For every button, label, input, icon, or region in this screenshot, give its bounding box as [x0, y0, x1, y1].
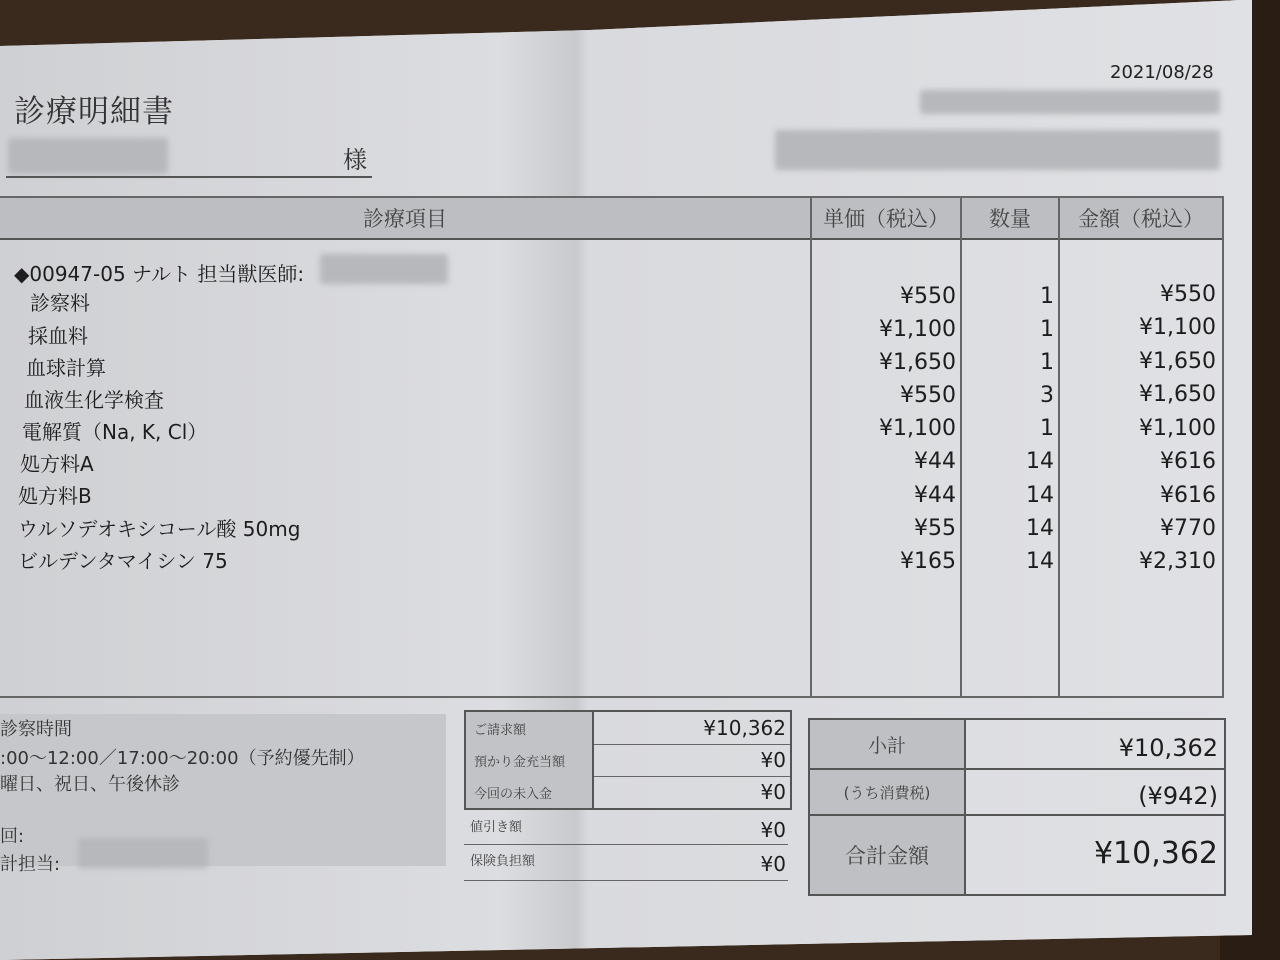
- payment-summary-box: [464, 710, 792, 810]
- clinic-address-redacted: [775, 130, 1220, 170]
- cashier-label: 計担当:: [0, 854, 61, 875]
- subtotal-label: 小計: [810, 720, 966, 770]
- table-row-amount: ¥2,310: [1139, 549, 1216, 574]
- table-row-quantity: 14: [1026, 549, 1054, 574]
- table-row-amount: ¥616: [1160, 483, 1216, 508]
- total-value: ¥10,362: [1093, 836, 1218, 871]
- totals-divider: [964, 814, 1224, 816]
- table-row-unit-price: ¥1,100: [879, 317, 956, 342]
- table-row-item: ウルソデオキシコール酸 50mg: [18, 517, 301, 541]
- table-row-item: 処方料B: [18, 484, 92, 508]
- tax-value: (¥942): [1138, 782, 1218, 810]
- table-row-unit-price: ¥55: [914, 516, 956, 541]
- discount-underline: [464, 844, 788, 845]
- unpaid-label: 今回の未入金: [466, 776, 594, 808]
- header-unit-price: 単価（税込）: [812, 198, 960, 240]
- table-row-amount: ¥616: [1160, 449, 1216, 474]
- unpaid-value: ¥0: [760, 780, 786, 804]
- honorific-label: 様: [343, 146, 367, 174]
- discount-label: 値引き額: [470, 820, 523, 835]
- billed-value: ¥10,362: [703, 716, 786, 740]
- table-row-quantity: 14: [1026, 516, 1054, 541]
- table-row-unit-price: ¥165: [900, 549, 956, 574]
- table-row-unit-price: ¥550: [900, 383, 956, 408]
- issue-date: 2021/08/28: [1110, 62, 1214, 83]
- table-row-item: 採血料: [28, 324, 88, 348]
- next-visit-label: 回:: [0, 826, 25, 847]
- insurance-label: 保険負担額: [470, 854, 536, 869]
- payment-row-unpaid: [466, 776, 790, 808]
- table-row-amount: ¥1,650: [1139, 382, 1216, 407]
- table-row-unit-price: ¥550: [900, 284, 956, 309]
- table-row-quantity: 3: [1040, 383, 1054, 408]
- payment-row-billed: [466, 712, 790, 745]
- table-row-item: 診察料: [30, 291, 90, 315]
- hours-closed: 曜日、祝日、午後休診: [0, 774, 180, 795]
- table-row-item: 血液生化学検査: [24, 388, 164, 412]
- hours-times: :00〜12:00／17:00〜20:00（予約優先制）: [0, 748, 365, 769]
- column-divider: [960, 198, 962, 696]
- table-row-item: 処方料A: [20, 452, 94, 476]
- tax-label: (うち消費税): [810, 770, 966, 816]
- table-row-unit-price: ¥44: [914, 483, 956, 508]
- name-underline: [6, 176, 372, 178]
- owner-name-redacted: [8, 138, 168, 174]
- totals-divider: [964, 768, 1224, 770]
- insurance-underline: [464, 880, 788, 881]
- deposit-label: 預かり金充当額: [466, 744, 594, 776]
- header-amount: 金額（税込）: [1060, 198, 1222, 240]
- table-row-quantity: 1: [1040, 350, 1054, 375]
- header-quantity: 数量: [962, 198, 1058, 240]
- header-item: 診療項目: [0, 198, 810, 240]
- column-divider: [810, 198, 812, 696]
- patient-line: ◆00947-05 ナルト 担当獣医師:: [14, 262, 305, 286]
- discount-value: ¥0: [760, 818, 786, 842]
- insurance-value: ¥0: [760, 852, 786, 876]
- deposit-value: ¥0: [760, 748, 786, 772]
- table-row-quantity: 1: [1040, 416, 1054, 441]
- document-title: 診療明細書: [14, 94, 174, 130]
- billed-label: ご請求額: [466, 712, 594, 744]
- cashier-name-redacted: [78, 838, 208, 868]
- column-divider: [1058, 198, 1060, 696]
- table-row-item: 血球計算: [26, 356, 106, 380]
- table-row-quantity: 14: [1026, 449, 1054, 474]
- table-row-unit-price: ¥44: [914, 449, 956, 474]
- table-row-quantity: 14: [1026, 483, 1054, 508]
- table-row-amount: ¥770: [1160, 516, 1216, 541]
- clinic-name-redacted: [920, 90, 1220, 114]
- payment-row-deposit: [466, 744, 790, 777]
- table-row-amount: ¥1,100: [1139, 315, 1216, 340]
- table-row-amount: ¥1,650: [1139, 349, 1216, 374]
- hours-heading: 診察時間: [0, 719, 72, 740]
- vet-name-redacted: [320, 254, 448, 284]
- table-row-quantity: 1: [1040, 284, 1054, 309]
- table-row-amount: ¥550: [1160, 282, 1216, 307]
- table-row-item: 電解質（Na, K, Cl）: [22, 420, 208, 444]
- table-row-unit-price: ¥1,100: [879, 416, 956, 441]
- subtotal-value: ¥10,362: [1118, 734, 1218, 762]
- table-row-item: ビルデンタマイシン 75: [18, 549, 228, 573]
- table-row-amount: ¥1,100: [1139, 416, 1216, 441]
- total-label: 合計金額: [810, 816, 966, 894]
- totals-box: [808, 718, 1226, 896]
- table-row-unit-price: ¥1,650: [879, 350, 956, 375]
- table-row-quantity: 1: [1040, 317, 1054, 342]
